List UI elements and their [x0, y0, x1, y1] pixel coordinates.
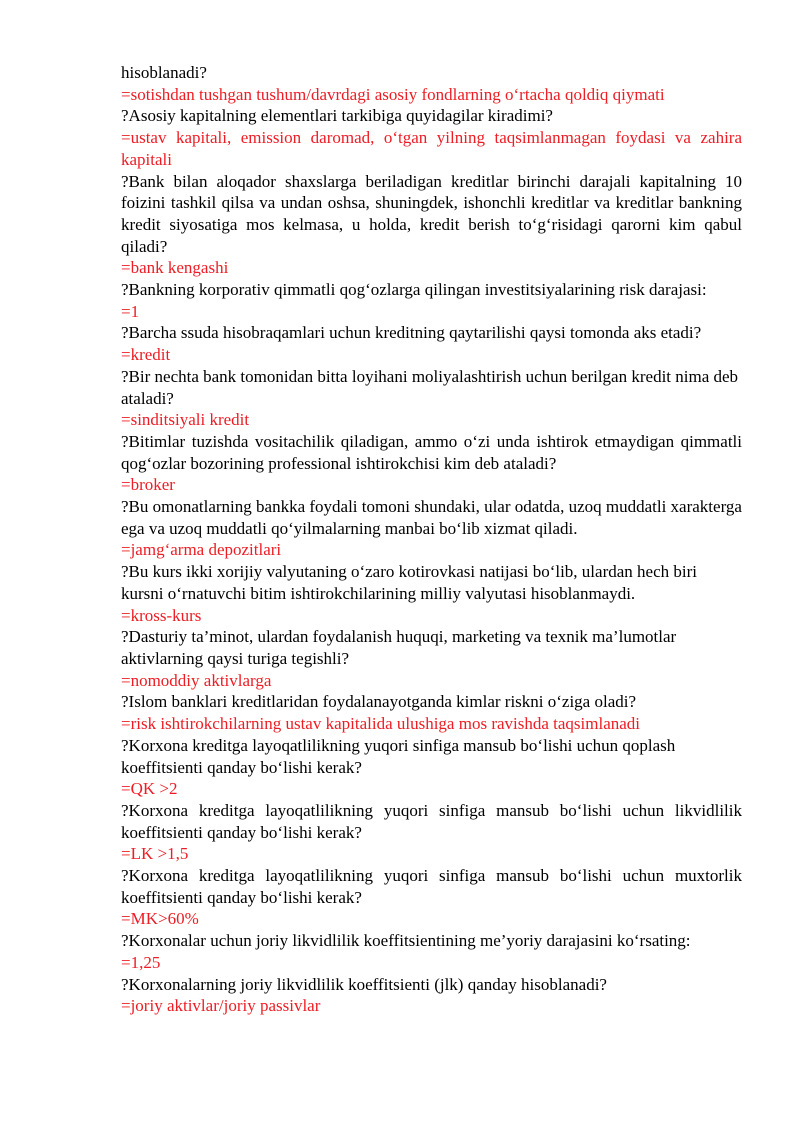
- answer-text: =1: [121, 301, 140, 321]
- answer-text: =risk ishtirokchilarning ustav kapitalida ulushiga mos ravishda taqsimlanadi: [121, 714, 641, 734]
- question-text: ?Korxona kreditga layoqatlilikning yuqori sinfiga mansub bo‘lishi uchun likvidlilik koeffitsienti qanday bo‘lishi kerak?: [121, 800, 747, 842]
- answer-text: =ustav kapitali, emission daromad, o‘tgan yilning taqsimlanmagan foydasi va zahira kapitali: [121, 128, 747, 169]
- answer-text: =MK>60%: [121, 909, 199, 929]
- question-text: ?Korxona kreditga layoqatlilikning yuqori sinfiga mansub bo‘lishi uchun qoplash koeffitsienti qanday bo‘lishi kerak?: [121, 735, 680, 777]
- answer-text: =kredit: [121, 345, 171, 365]
- question-text: ?Korxonalarning joriy likvidlilik koeffitsienti (jlk) qanday hisoblanadi?: [121, 974, 607, 994]
- answer-text: =QK >2: [121, 779, 178, 799]
- question-text: ?Bu kurs ikki xorijiy valyutaning o‘zaro kotirovkasi natijasi bo‘lib, ulardan hech biri kursni o‘rnatuvchi bitim ishtirokchilarining milliy valyutasi hisoblanmaydi.: [121, 562, 702, 603]
- question-text: ?Bir nechta bank tomonidan bitta loyihani moliyalashtirish uchun berilgan kredit nima deb ataladi?: [121, 366, 743, 408]
- answer-text: =LK >1,5: [121, 844, 189, 864]
- question-text: ?Dasturiy ta’minot, ulardan foydalanish huquqi, marketing va texnik ma’lumotlar aktivlarning qaysi turiga tegishli?: [121, 627, 681, 668]
- answer-text: =1,25: [121, 952, 161, 972]
- question-text: hisoblanadi?: [121, 63, 207, 82]
- answer-text: =sotishdan tushgan tushum/davrdagi asosiy fondlarning o‘rtacha qoldiq qiymati: [121, 84, 665, 104]
- answer-text: =nomoddiy aktivlarga: [121, 670, 272, 690]
- answer-text: =broker: [121, 475, 175, 495]
- answer-text: =sinditsiyali kredit: [121, 410, 250, 430]
- question-text: ?Bank bilan aloqador shaxslarga beriladigan kreditlar birinchi darajali kapitalning 10 foizini tashkil qilsa va undan oshsa, shuningdek, ishonchli kreditlar va kreditlar bankning kredit siyosatiga mos kelmasa, u holda, kredit berish to‘g‘risidagi qarorni kim qabul qiladi?: [121, 171, 747, 256]
- question-text: ?Bitimlar tuzishda vositachilik qiladigan, ammo o‘zi unda ishtirok etmaydigan qimmatli qog‘ozlar bozorining professional ishtirokchisi kim deb ataladi?: [121, 431, 747, 473]
- answer-text: =kross-kurs: [121, 605, 202, 625]
- question-text: ?Bankning korporativ qimmatli qog‘ozlarga qilingan investitsiyalarining risk darajasi:: [121, 280, 707, 300]
- question-text: ?Korxona kreditga layoqatlilikning yuqori sinfiga mansub bo‘lishi uchun muxtorlik koeffitsienti qanday bo‘lishi kerak?: [121, 866, 747, 907]
- question-text: ?Asosiy kapitalning elementlari tarkibiga quyidagilar kiradimi?: [121, 106, 553, 126]
- answer-text: =joriy aktivlar/joriy passivlar: [121, 996, 321, 1016]
- answer-text: =jamg‘arma depozitlari: [121, 540, 282, 560]
- question-text: ?Korxonalar uchun joriy likvidlilik koeffitsientining me’yoriy darajasini ko‘rsating:: [121, 931, 691, 951]
- question-text: ?Bu omonatlarning bankka foydali tomoni shundaki, ular odatda, uzoq muddatli xarakterga ega va uzoq muddatli qo‘yilmalarning manbai bo‘lib xizmat qiladi.: [121, 497, 747, 538]
- question-text: ?Islom banklari kreditlaridan foydalanayotganda kimlar riskni o‘ziga oladi?: [121, 692, 637, 712]
- question-text: ?Barcha ssuda hisobraqamlari uchun kreditning qaytarilishi qaysi tomonda aks etadi?: [121, 323, 702, 343]
- answer-text: =bank kengashi: [121, 258, 229, 278]
- document-page: [121, 62, 747, 1017]
